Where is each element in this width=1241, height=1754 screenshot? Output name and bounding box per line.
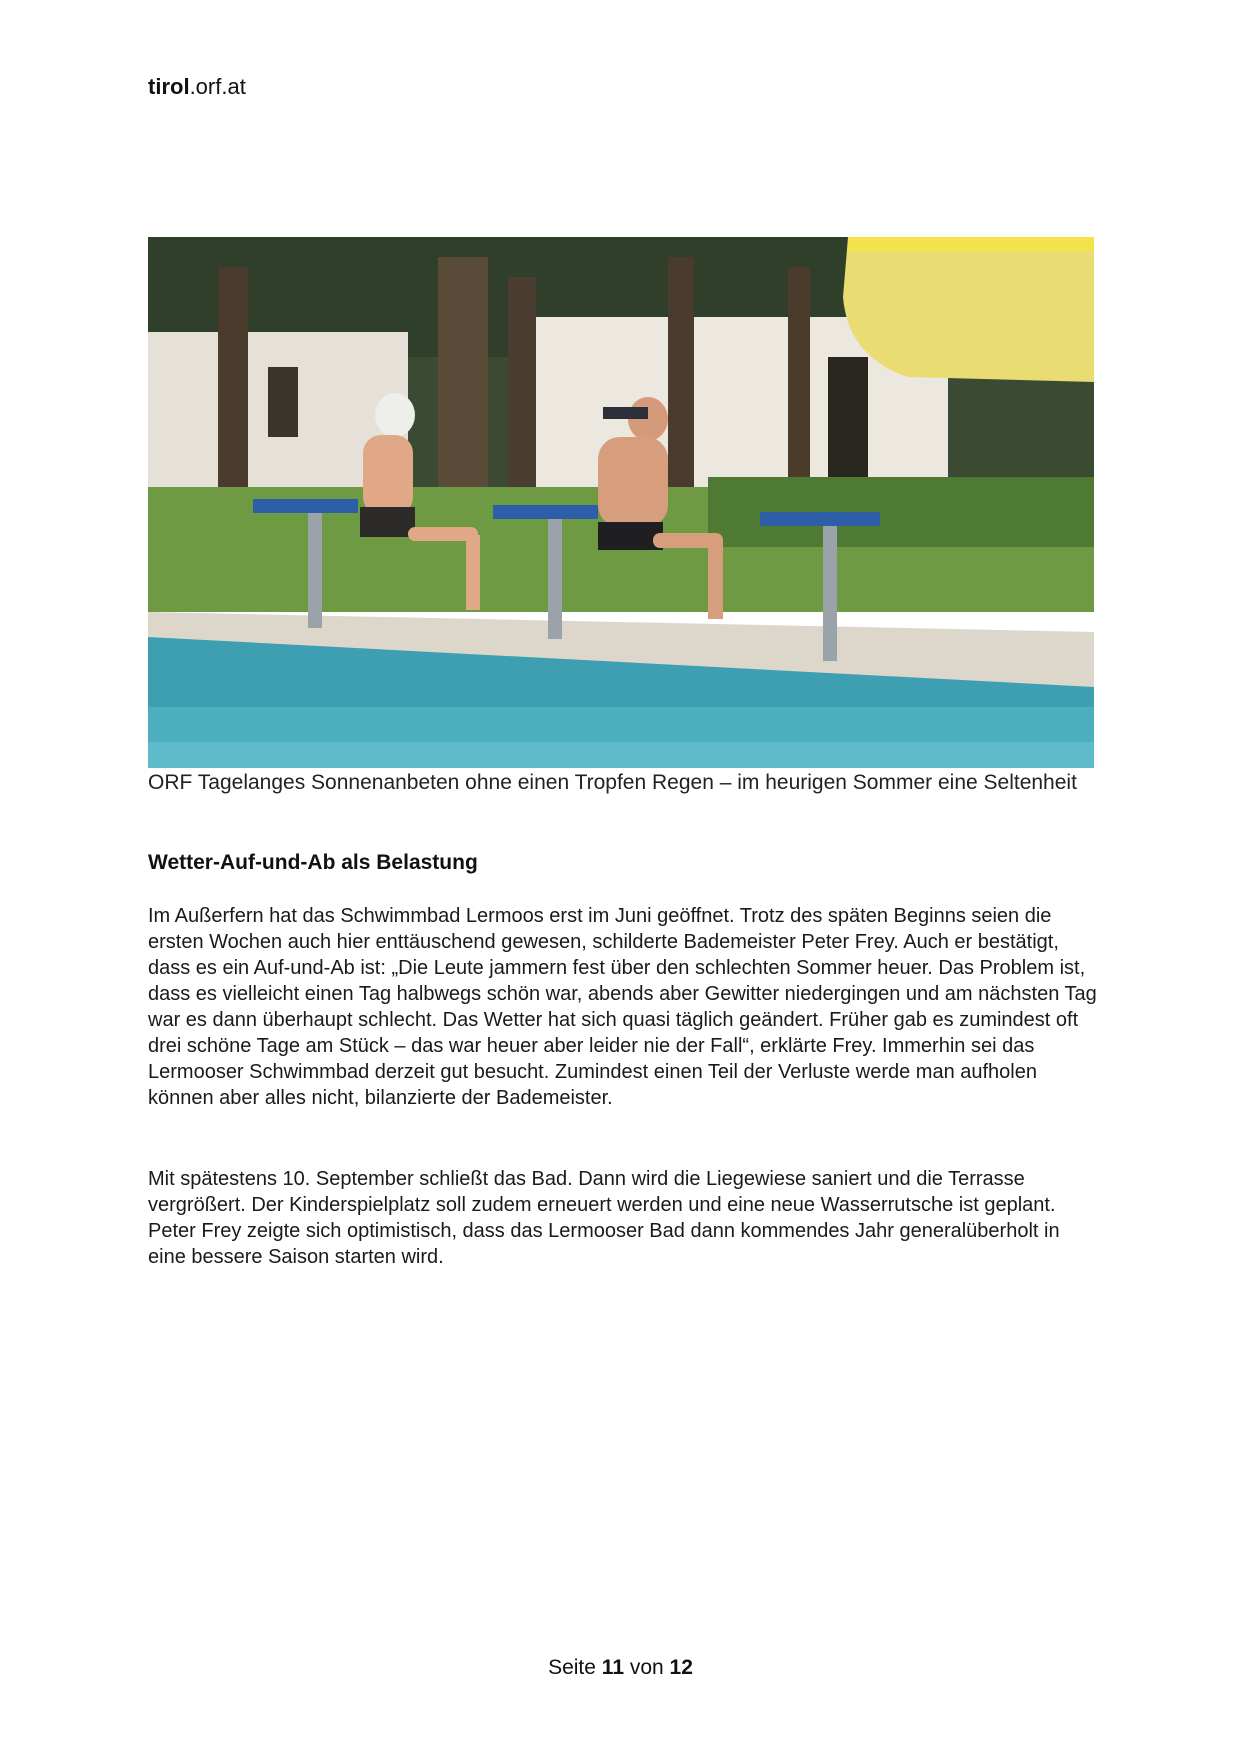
footer-prefix: Seite	[548, 1656, 596, 1679]
article-heading: Wetter-Auf-und-Ab als Belastung	[148, 851, 478, 874]
photo-caption: ORF Tagelanges Sonnenanbeten ohne einen Tropfen Regen – im heurigen Sommer eine Seltenheit	[148, 771, 1077, 794]
article-paragraph: Mit spätestens 10. September schließt das Bad. Dann wird die Liegewiese saniert und die Terrasse vergrößert. Der Kinderspielplatz soll zudem erneuert werden und eine neue Wasserrutsche ist geplant. Peter Frey zeigte sich optimistisch, dass das Lermooser Bad dann kommendes Jahr generalüberholt in eine bessere Saison starten wird.	[148, 1168, 1060, 1268]
footer-total-pages: 12	[669, 1656, 693, 1679]
site-name-bold: tirol	[148, 74, 190, 99]
site-header	[148, 74, 246, 100]
page-footer	[0, 1656, 1241, 1680]
footer-page-number: 11	[601, 1656, 624, 1679]
article-paragraph: Im Außerfern hat das Schwimmbad Lermoos erst im Juni geöffnet. Trotz des späten Beginns seien die ersten Wochen auch hier enttäuschend gewesen, schilderte Bademeister Peter Frey. Auch er bestätigt, dass es ein Auf-und-Ab ist: „Die Leute jammern fest über den schlechten Sommer heuer. Das Problem ist, dass es vielleicht einen Tag halbwegs schön war, abends aber Gewitter niedergingen und am nächsten Tag war es dann überhaupt schlecht. Das Wetter hat sich quasi täglich geändert. Früher gab es zumindest oft drei schöne Tage am Stück – das war heuer aber leider nie der Fall“, erklärte Frey. Immerhin sei das Lermooser Schwimmbad derzeit gut besucht. Zumindest einen Teil der Verluste werde man aufholen können aber alles nicht, bilanzierte der Bademeister.	[148, 905, 1097, 1109]
site-name-rest: .orf.at	[189, 74, 246, 99]
article-photo	[148, 237, 1094, 768]
footer-middle: von	[629, 1656, 664, 1679]
